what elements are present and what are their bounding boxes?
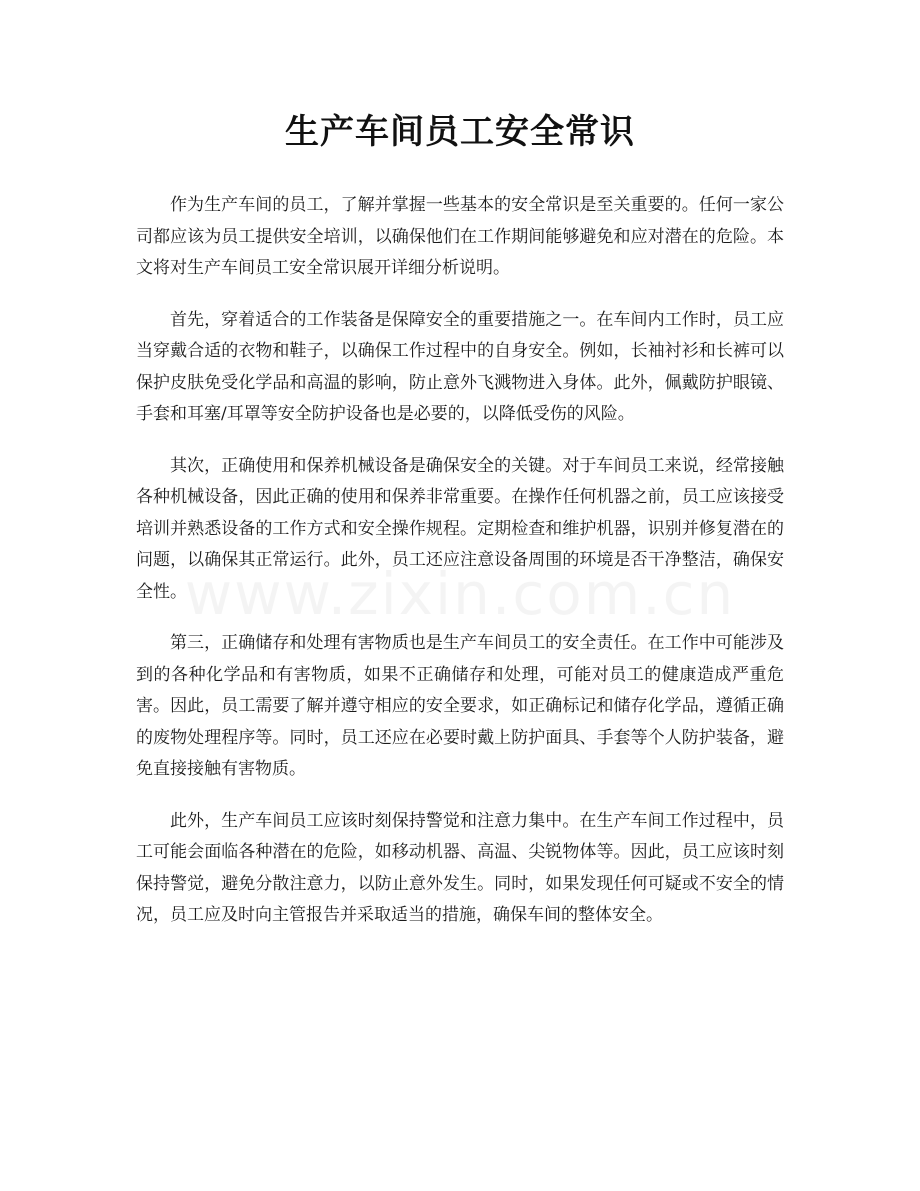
paragraph-hazardous-materials: 第三，正确储存和处理有害物质也是生产车间员工的安全责任。在工作中可能涉及到的各种化学品和有害物质，如果不正确储存和处理，可能对员工的健康造成严重危害。因此，员工需要了解并遵守相应的安全要求，如正确标记和储存化学品，遵循正确的废物处理程序等。同时，员工还应在必要时戴上防护面具、手套等个人防护装备，避免直接接触有害物质。: [136, 633, 784, 779]
paragraph-intro: 作为生产车间的员工，了解并掌握一些基本的安全常识是至关重要的。任何一家公司都应该为员工提供安全培训，以确保他们在工作期间能够避免和应对潜在的危险。本文将对生产车间员工安全常识展开详细分析说明。: [136, 195, 784, 278]
paragraph-alertness: 此外，生产车间员工应该时刻保持警觉和注意力集中。在生产车间工作过程中，员工可能会面临各种潜在的危险，如移动机器、高温、尖锐物体等。因此，员工应该时刻保持警觉，避免分散注意力，以防止意外发生。同时，如果发现任何可疑或不安全的情况，员工应及时向主管报告并采取适当的措施，确保车间的整体安全。: [136, 810, 784, 925]
paragraph-equipment: 首先，穿着适合的工作装备是保障安全的重要措施之一。在车间内工作时，员工应当穿戴合适的衣物和鞋子，以确保工作过程中的自身安全。例如，长袖衬衫和长裤可以保护皮肤免受化学品和高温的影响，防止意外飞溅物进入身体。此外，佩戴防护眼镜、手套和耳塞/耳罩等安全防护设备也是必要的，以降低受伤的风险。: [136, 309, 784, 424]
paragraph-machinery: 其次，正确使用和保养机械设备是确保安全的关键。对于车间员工来说，经常接触各种机械设备，因此正确的使用和保养非常重要。在操作任何机器之前，员工应该接受培训并熟悉设备的工作方式和安全操作规程。定期检查和维护机器，识别并修复潜在的问题，以确保其正常运行。此外，员工还应注意设备周围的环境是否干净整洁，确保安全性。: [136, 455, 784, 602]
document-body: [136, 190, 784, 932]
document-title: 生产车间员工安全常识: [285, 112, 635, 152]
